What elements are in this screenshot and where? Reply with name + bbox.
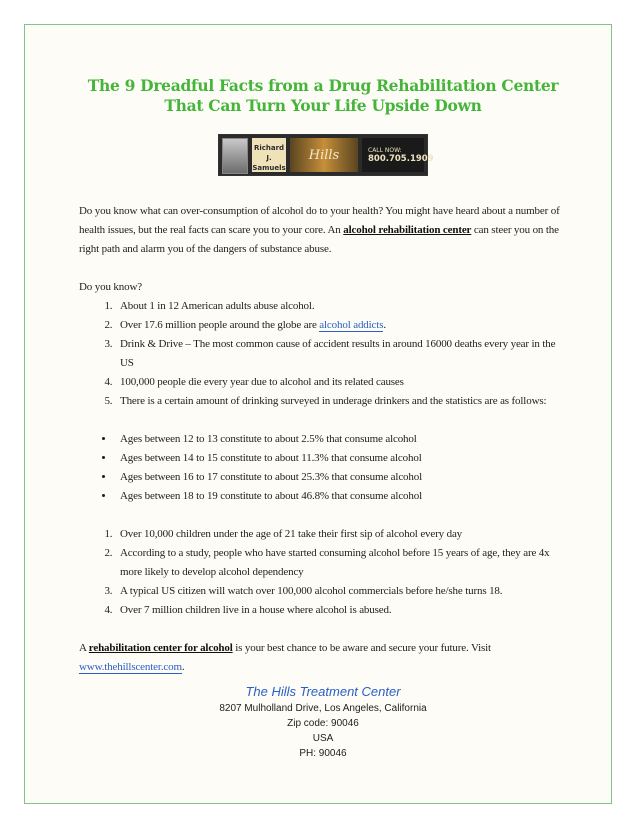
- list-item: 4. Over 7 million children live in a house where alcohol is abused.: [115, 601, 567, 620]
- call-now-label: CALL NOW:: [368, 146, 402, 154]
- closing-text: A: [79, 642, 89, 654]
- document-body: [79, 76, 567, 761]
- center-phone: PH: 90046: [299, 748, 347, 759]
- age-stats-list: [79, 430, 567, 506]
- contact-footer: [79, 683, 567, 761]
- list-item: • Ages between 14 to 15 constitute to about 11.3% that consume alcohol: [115, 449, 567, 468]
- list-item: 3. A typical US citizen will watch over 100,000 alcohol commercials before he/she turns 18.: [115, 582, 567, 601]
- alcohol-rehab-center-link[interactable]: alcohol rehabilitation center: [343, 224, 472, 236]
- rehab-center-for-alcohol-link[interactable]: rehabilitation center for alcohol: [88, 642, 233, 654]
- person-photo-icon: [222, 138, 248, 174]
- closing-paragraph: [79, 639, 567, 677]
- center-zip: Zip code: 90046: [287, 718, 359, 729]
- facts-list-2: [79, 525, 567, 620]
- do-you-know-heading: Do you know?: [79, 281, 142, 293]
- list-item: [115, 316, 567, 335]
- list-item-text: Over 17.6 million people around the globe are: [120, 319, 320, 331]
- intro-paragraph: [79, 202, 567, 259]
- center-country: USA: [312, 733, 334, 744]
- intro-text-end: can steer you on the right path and alarm you of the dangers of substance abuse.: [79, 224, 559, 255]
- center-address: 8207 Mulholland Drive, Los Angeles, California: [219, 703, 427, 714]
- hills-banner[interactable]: [218, 134, 434, 176]
- closing-text-mid: is your best chance to be aware and secure your future. Visit: [232, 642, 491, 654]
- list-item: 1. Over 10,000 children under the age of 21 take their first sip of alcohol every day: [115, 525, 567, 544]
- alcohol-addicts-link[interactable]: alcohol addicts: [319, 319, 384, 331]
- closing-text-end: .: [181, 661, 185, 673]
- call-now-phone: 800.705.1909: [368, 153, 434, 164]
- list-item: 1. About 1 in 12 American adults abuse alcohol.: [115, 297, 567, 316]
- center-name-link[interactable]: The Hills Treatment Center: [245, 684, 401, 699]
- call-now-box: [362, 138, 434, 172]
- list-item: 4. 100,000 people die every year due to alcohol and its related causes: [115, 373, 567, 392]
- hills-logo: Hills: [290, 138, 358, 172]
- list-item-text-end: .: [383, 319, 386, 331]
- list-item: • Ages between 12 to 13 constitute to about 2.5% that consume alcohol: [115, 430, 567, 449]
- banner-name: Richard J. Samuels: [252, 138, 286, 172]
- intro-text: Do you know what can over-consumption of alcohol do to your health? You might have heard about a number of health issues, but the real facts can scare you to your core. An: [79, 205, 560, 236]
- list-item: 5. There is a certain amount of drinking surveyed in underage drinkers and the statistics are as follows:: [115, 392, 567, 411]
- website-link[interactable]: www.thehillscenter.com: [79, 661, 182, 673]
- facts-list-1: [79, 297, 567, 411]
- list-item: • Ages between 18 to 19 constitute to about 46.8% that consume alcohol: [115, 487, 567, 506]
- list-item: 2. According to a study, people who have started consuming alcohol before 15 years of age, they are 4x more likely to develop alcohol dependency: [115, 544, 567, 582]
- list-item: 3. Drink & Drive – The most common cause of accident results in around 16000 deaths every year in the US: [115, 335, 567, 373]
- page-title: The 9 Dreadful Facts from a Drug Rehabilitation Center That Can Turn Your Life Upside Down: [87, 76, 559, 115]
- list-item: • Ages between 16 to 17 constitute to about 25.3% that consume alcohol: [115, 468, 567, 487]
